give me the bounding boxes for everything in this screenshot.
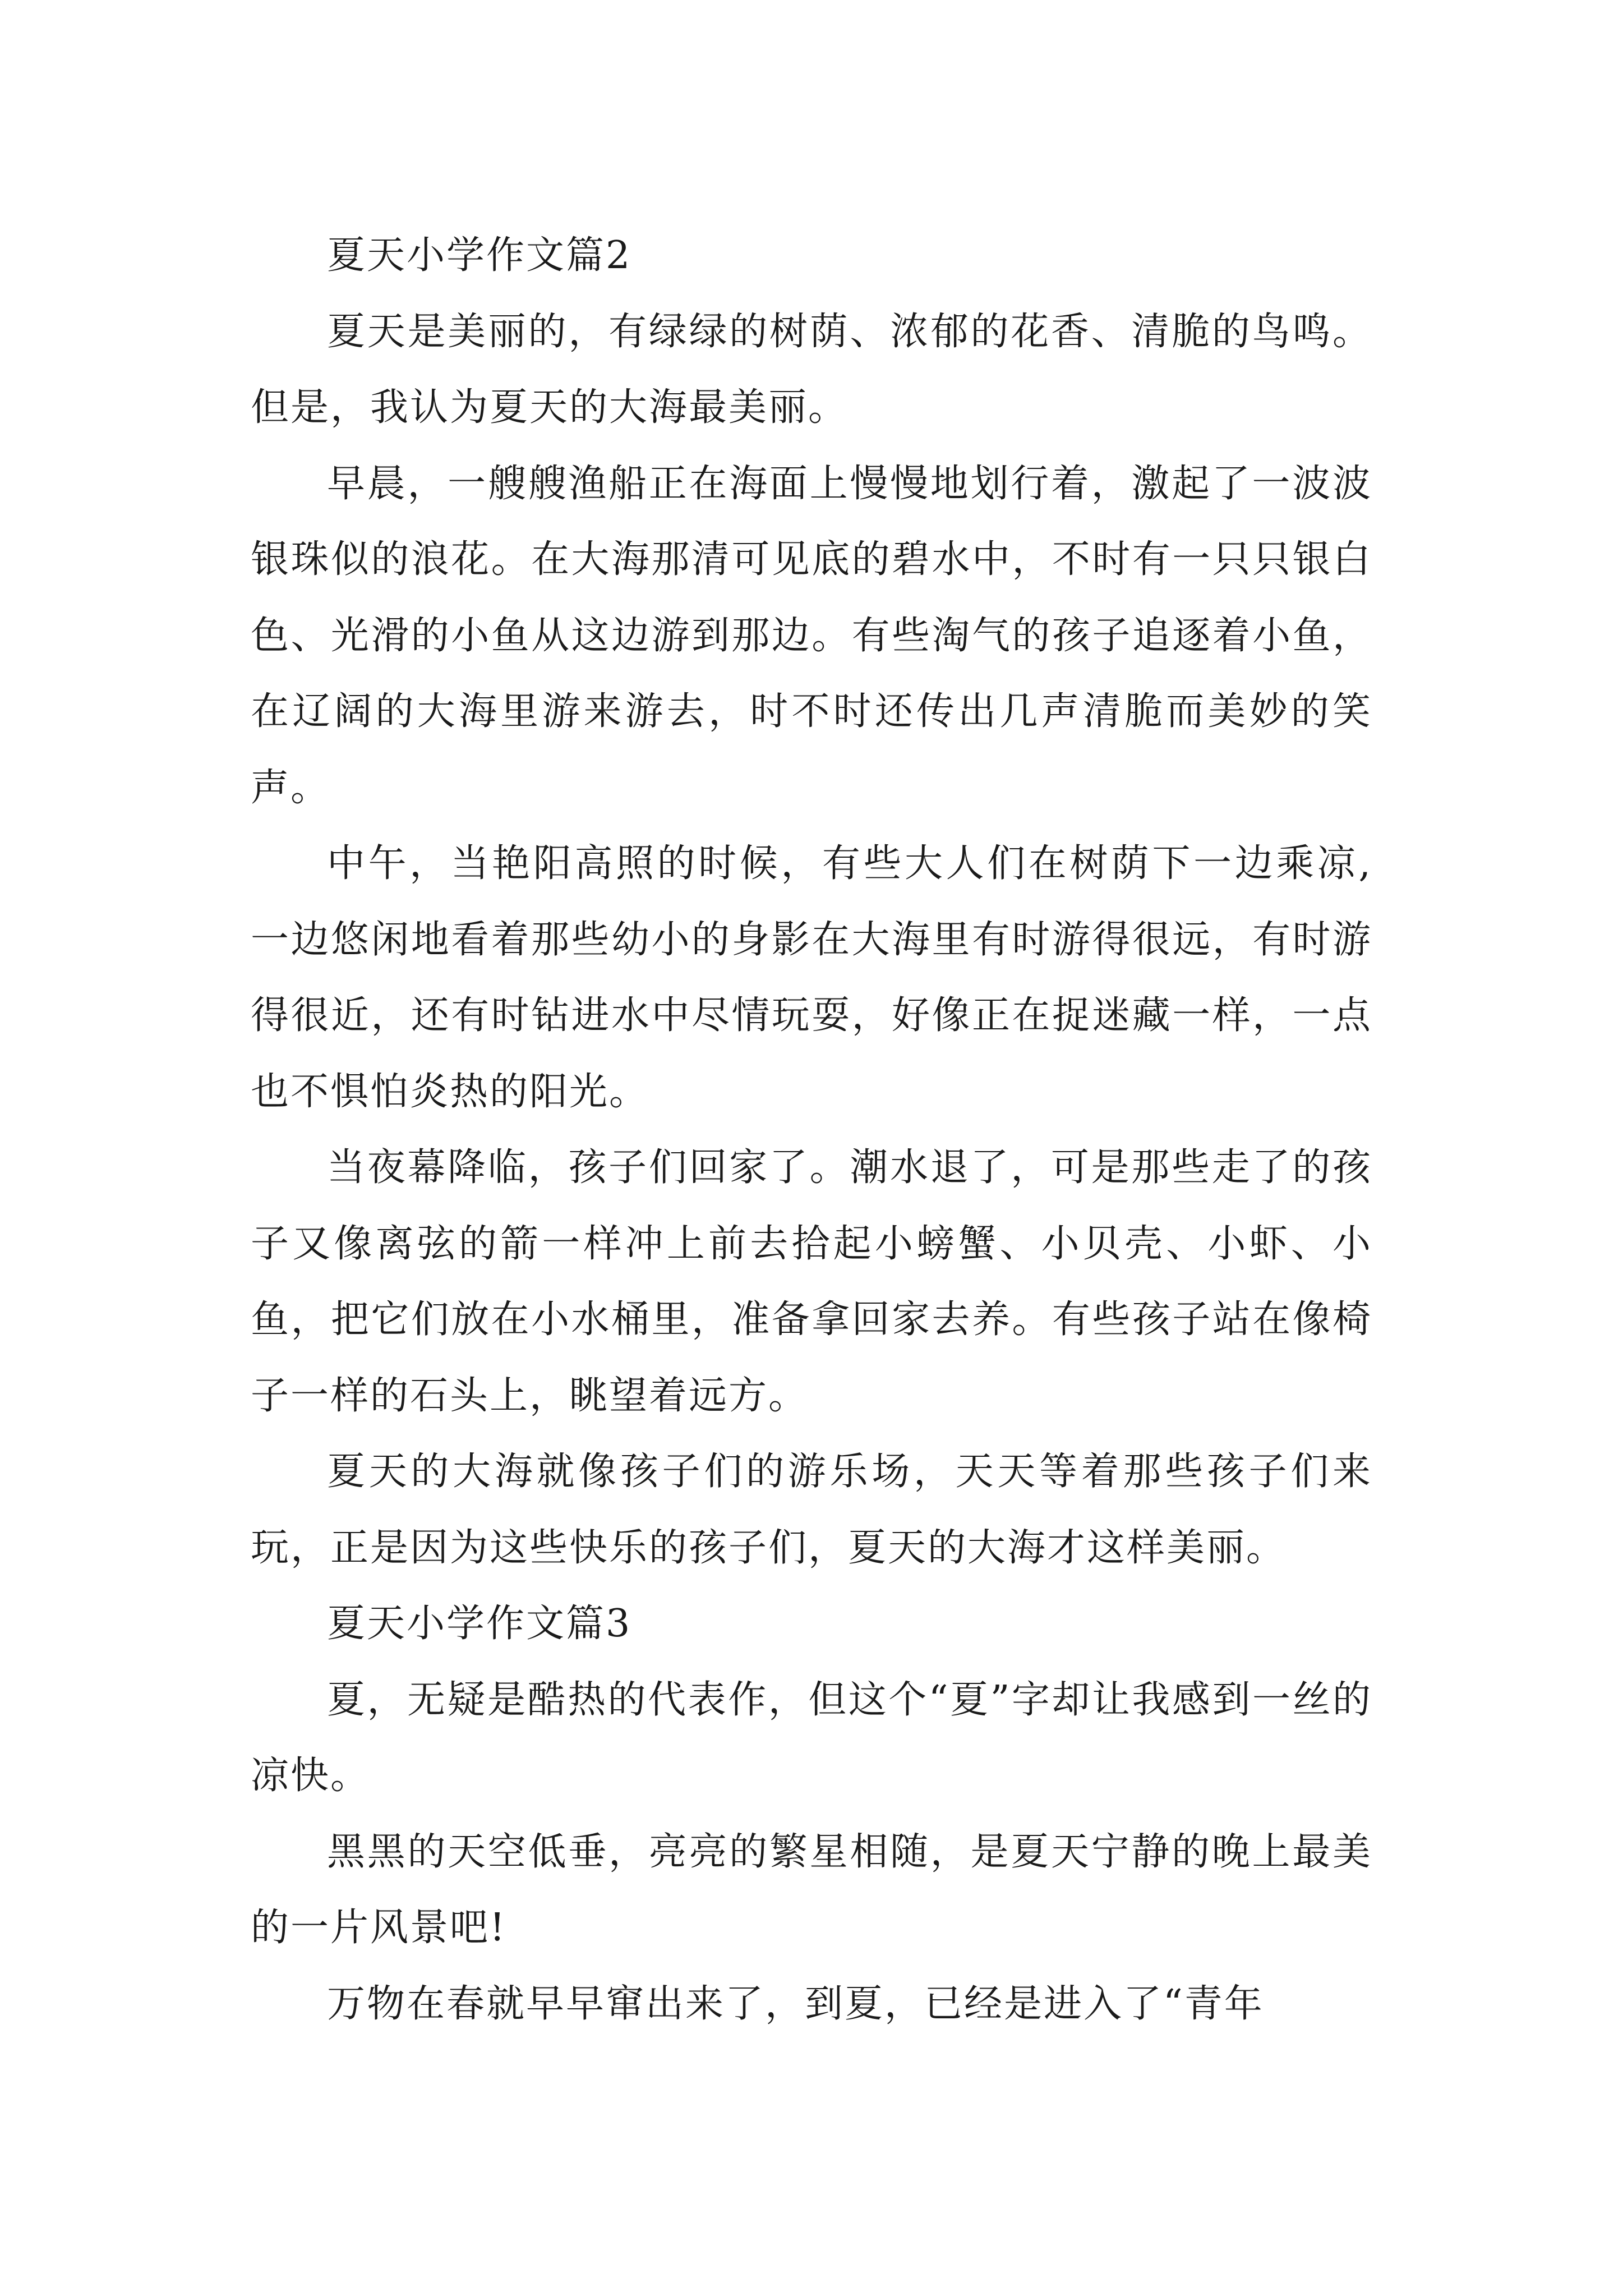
essay-heading-2: 夏天小学作文篇2 xyxy=(327,233,632,278)
essay-heading-3: 夏天小学作文篇3 xyxy=(327,1602,632,1646)
paragraph: 当夜幕降临，孩子们回家了。潮水退了，可是那些走了的孩子又像离弦的箭一样冲上前去拾起小螃蟹、小贝壳、小虾、小鱼，把它们放在小水桶里，准备拿回家去养。有些孩子站在像椅子一样的石头上，眺望着远方。 xyxy=(251,1145,1372,1418)
paragraph: 夏天的大海就像孩子们的游乐场，天天等着那些孩子们来玩，正是因为这些快乐的孩子们，夏天的大海才这样美丽。 xyxy=(251,1450,1372,1570)
paragraph: 黑黑的天空低垂，亮亮的繁星相随，是夏天宁静的晚上最美的一片风景吧! xyxy=(251,1829,1372,1950)
paragraph: 早晨，一艘艘渔船正在海面上慢慢地划行着，激起了一波波银珠似的浪花。在大海那清可见底的碧水中，不时有一只只银白色、光滑的小鱼从这边游到那边。有些淘气的孩子追逐着小鱼，在辽阔的大海里游来游去，时不时还传出几声清脆而美妙的笑声。 xyxy=(251,461,1372,810)
paragraph: 夏天是美丽的，有绿绿的树荫、浓郁的花香、清脆的鸟鸣。但是，我认为夏天的大海最美丽。 xyxy=(251,309,1372,430)
document-body xyxy=(251,218,1372,2042)
paragraph: 夏，无疑是酷热的代表作，但这个“夏”字却让我感到一丝的凉快。 xyxy=(251,1677,1372,1798)
paragraph: 中午，当艳阳高照的时候，有些大人们在树荫下一边乘凉,一边悠闲地看着那些幼小的身影在大海里有时游得很远，有时游得很近，还有时钻进水中尽情玩耍，好像正在捉迷藏一样，一点也不惧怕炎热的阳光。 xyxy=(251,841,1372,1114)
paragraph: 万物在春就早早窜出来了，到夏，已经是进入了“青年 xyxy=(327,1981,1264,2026)
